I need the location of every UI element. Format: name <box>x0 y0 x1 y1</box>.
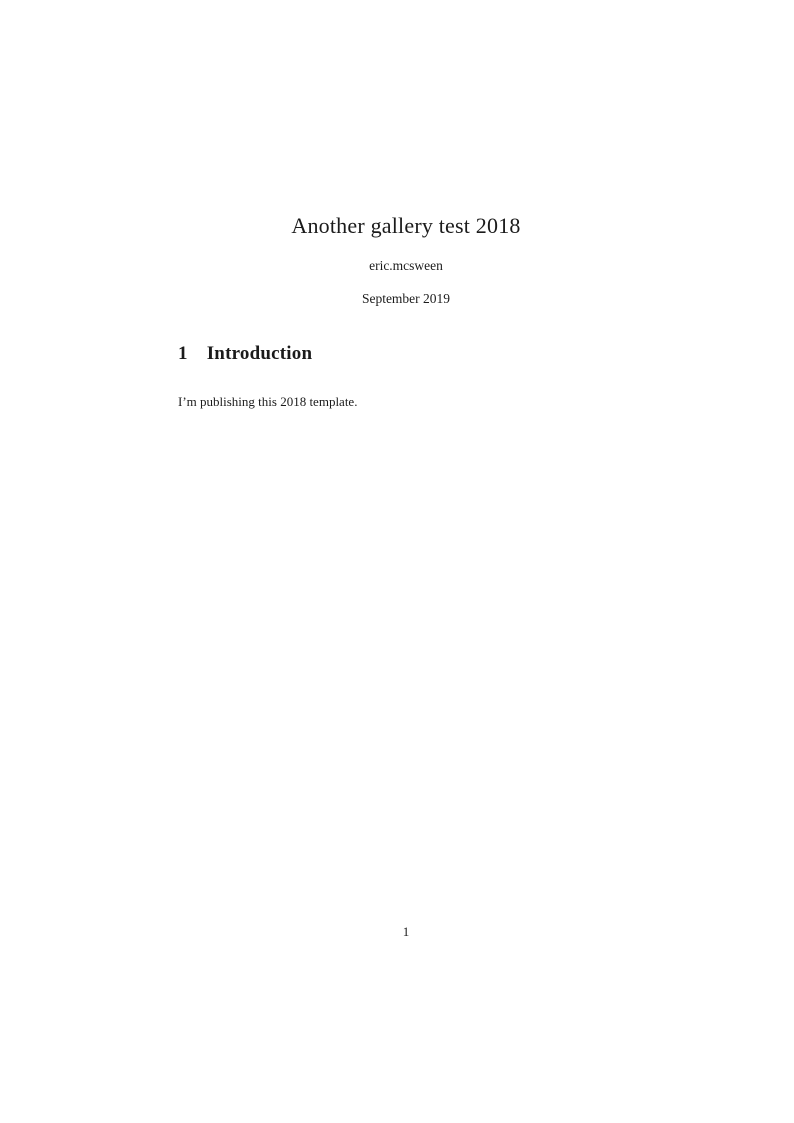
section-title: Introduction <box>206 343 313 364</box>
section-number: 1 <box>178 343 188 364</box>
document-author: eric.mcsween <box>369 258 443 274</box>
section-body-text: I’m publishing this 2018 template. <box>178 394 358 409</box>
document-date: September 2019 <box>361 290 451 306</box>
section-heading <box>178 344 634 365</box>
title-block <box>178 213 634 307</box>
footer-page-number: 1 <box>402 924 410 939</box>
document-title: Another gallery test 2018 <box>291 213 521 238</box>
